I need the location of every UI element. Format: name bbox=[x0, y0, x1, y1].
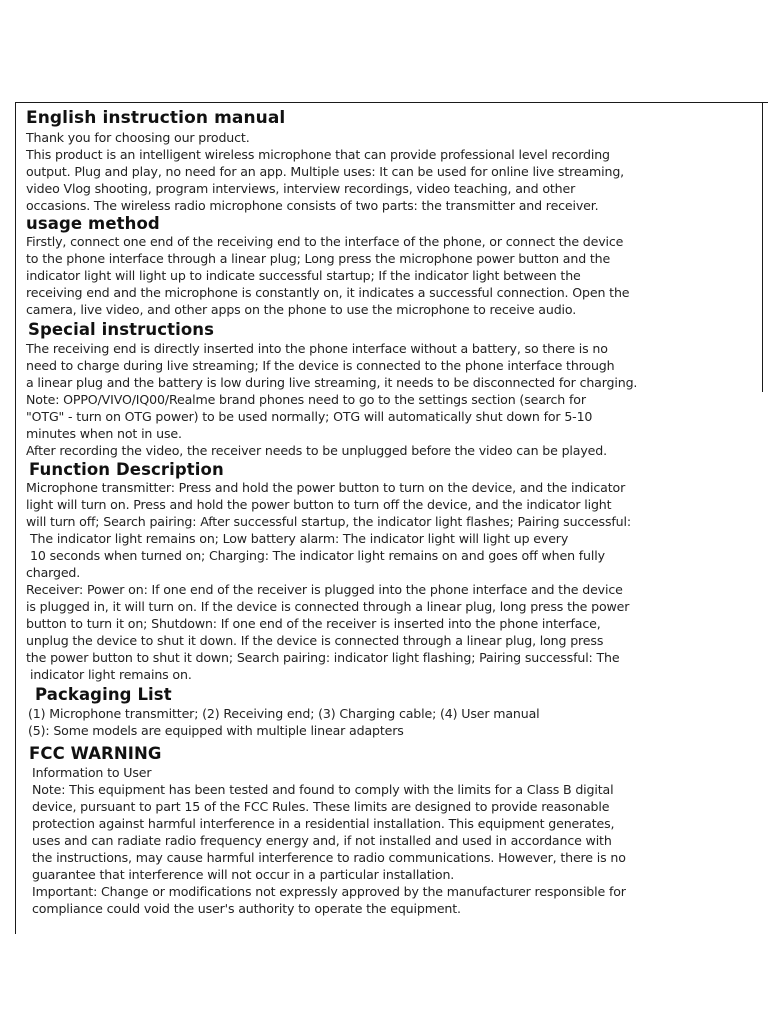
fcc-section bbox=[26, 744, 762, 917]
usage-line: to the phone interface through a linear plug; Long press the microphone power button and the bbox=[26, 251, 611, 266]
usage-heading: usage method bbox=[26, 214, 160, 233]
function-line: will turn off; Search pairing: After successful startup, the indicator light flashes; Pairing successful: bbox=[26, 514, 631, 529]
usage-line: indicator light will light up to indicate successful startup; If the indicator light between the bbox=[26, 268, 581, 283]
packaging-line: (1) Microphone transmitter; (2) Receiving end; (3) Charging cable; (4) User manual bbox=[28, 706, 540, 721]
special-line: The receiving end is directly inserted into the phone interface without a battery, so there is no bbox=[26, 341, 608, 356]
frame-left-border bbox=[15, 102, 16, 934]
fcc-line: the instructions, may cause harmful interference to radio communications. However, there is no bbox=[32, 850, 626, 865]
special-line: Note: OPPO/VIVO/IQ00/Realme brand phones need to go to the settings section (search for bbox=[26, 392, 586, 407]
usage-line: receiving end and the microphone is constantly on, it indicates a successful connection. Open the bbox=[26, 285, 630, 300]
fcc-line: guarantee that interference will not occur in a particular installation. bbox=[32, 867, 455, 882]
intro-line: video Vlog shooting, program interviews, interview recordings, video teaching, and other bbox=[26, 181, 576, 196]
intro-section bbox=[26, 129, 762, 214]
frame-top-border bbox=[15, 102, 768, 103]
fcc-line: Note: This equipment has been tested and found to comply with the limits for a Class B digital bbox=[32, 782, 614, 797]
function-heading: Function Description bbox=[29, 460, 224, 479]
function-line: Receiver: Power on: If one end of the receiver is plugged into the phone interface and the device bbox=[26, 582, 623, 597]
function-line: charged. bbox=[26, 565, 81, 580]
function-line: button to turn it on; Shutdown: If one end of the receiver is inserted into the phone interface, bbox=[26, 616, 601, 631]
usage-line: camera, live video, and other apps on the phone to use the microphone to receive audio. bbox=[26, 302, 577, 317]
special-heading: Special instructions bbox=[28, 320, 215, 339]
fcc-line: uses and can radiate radio frequency energy and, if not installed and used in accordance with bbox=[32, 833, 612, 848]
function-section bbox=[26, 460, 762, 683]
packaging-line: (5): Some models are equipped with multiple linear adapters bbox=[28, 723, 404, 738]
usage-line: Firstly, connect one end of the receiving end to the interface of the phone, or connect the device bbox=[26, 234, 624, 249]
function-line: The indicator light remains on; Low battery alarm: The indicator light will light up every bbox=[30, 531, 569, 546]
frame-right-border bbox=[762, 102, 763, 392]
special-section bbox=[26, 319, 762, 459]
manual-content bbox=[26, 106, 762, 917]
intro-line: output. Plug and play, no need for an app. Multiple uses: It can be used for online live streaming, bbox=[26, 164, 625, 179]
intro-line: Thank you for choosing our product. bbox=[26, 130, 250, 145]
special-line: need to charge during live streaming; If the device is connected to the phone interface through bbox=[26, 358, 615, 373]
fcc-line: device, pursuant to part 15 of the FCC Rules. These limits are designed to provide reasonable bbox=[32, 799, 610, 814]
function-line: Microphone transmitter: Press and hold the power button to turn on the device, and the indicator bbox=[26, 480, 626, 495]
function-line: indicator light remains on. bbox=[30, 667, 192, 682]
special-line: a linear plug and the battery is low during live streaming, it needs to be disconnected for charging. bbox=[26, 375, 638, 390]
fcc-line: Important: Change or modifications not expressly approved by the manufacturer responsible for bbox=[32, 884, 626, 899]
fcc-line: Information to User bbox=[32, 765, 152, 780]
function-line: unplug the device to shut it down. If the device is connected through a linear plug, long press bbox=[26, 633, 604, 648]
function-line: 10 seconds when turned on; Charging: The indicator light remains on and goes off when fully bbox=[30, 548, 605, 563]
function-line: is plugged in, it will turn on. If the device is connected through a linear plug, long press the power bbox=[26, 599, 630, 614]
special-line: After recording the video, the receiver needs to be unplugged before the video can be played. bbox=[26, 443, 607, 458]
packaging-heading: Packaging List bbox=[35, 685, 172, 704]
fcc-line: protection against harmful interference in a residential installation. This equipment generates, bbox=[32, 816, 615, 831]
special-line: minutes when not in use. bbox=[26, 426, 182, 441]
intro-line: This product is an intelligent wireless microphone that can provide professional level recording bbox=[26, 147, 610, 162]
function-line: light will turn on. Press and hold the power button to turn off the device, and the indicator light bbox=[26, 497, 612, 512]
intro-line: occasions. The wireless radio microphone consists of two parts: the transmitter and receiver. bbox=[26, 198, 599, 213]
document-title: English instruction manual bbox=[26, 108, 286, 128]
special-line: "OTG" - turn on OTG power) to be used normally; OTG will automatically shut down for 5-10 bbox=[26, 409, 593, 424]
packaging-section bbox=[26, 684, 762, 739]
fcc-line: compliance could void the user's authority to operate the equipment. bbox=[32, 901, 461, 916]
usage-section bbox=[26, 214, 762, 318]
fcc-heading: FCC WARNING bbox=[29, 744, 162, 763]
function-line: the power button to shut it down; Search pairing: indicator light flashing; Pairing successful: The bbox=[26, 650, 620, 665]
